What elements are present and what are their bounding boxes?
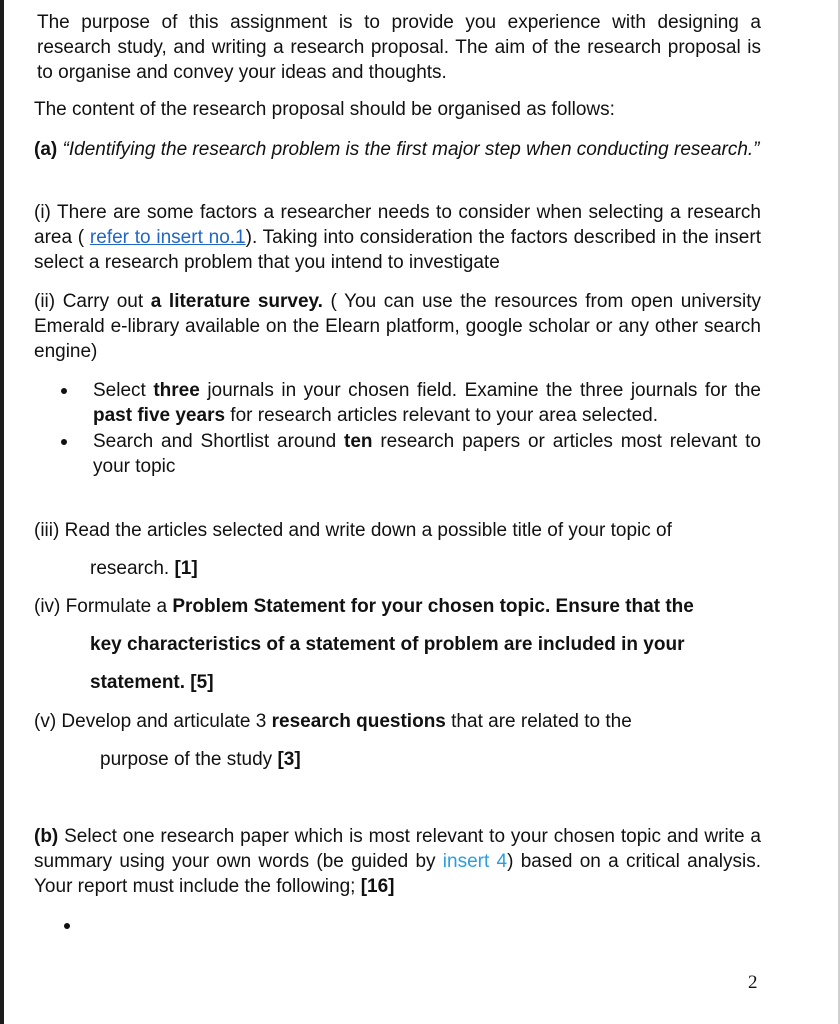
section-a-quote: “Identifying the research problem is the first major step when conducting research.” xyxy=(62,139,760,160)
intro-paragraph: The purpose of this assignment is to provide you experience with designing a research study, and writing a research proposal. The aim of the research proposal is to organise and convey your ideas and thoughts. xyxy=(37,12,761,83)
item-iv-line2: key characteristics of a statement of problem are included in your xyxy=(90,634,685,655)
item-iv-line1: (iv) Formulate a Problem Statement for your chosen topic. Ensure that the xyxy=(34,596,694,617)
item-iv-line3: statement. [5] xyxy=(90,672,214,693)
bullet-icon xyxy=(61,388,67,394)
bullet-item-journals: Select three journals in your chosen field. Examine the three journals for the past five years for research articles relevant to your area selected. xyxy=(93,380,761,426)
insert-4-link[interactable]: insert 4 xyxy=(442,851,508,872)
content-intro: The content of the research proposal should be organised as follows: xyxy=(34,99,615,120)
item-iii-line2: research. [1] xyxy=(90,558,198,579)
section-b: (b) Select one research paper which is most relevant to your chosen topic and write a summary using your own words (be guided by insert 4) based on a critical analysis. Your report must include the following; [16] xyxy=(34,826,761,897)
item-iii-line1: (iii) Read the articles selected and write down a possible title of your topic of xyxy=(34,520,672,541)
bullet-item-shortlist: Search and Shortlist around ten research papers or articles most relevant to your topic xyxy=(93,431,761,477)
insert-1-link[interactable]: refer to insert no.1 xyxy=(89,227,246,248)
section-b-label: (b) xyxy=(34,826,59,847)
section-a xyxy=(34,137,761,162)
section-a-label: (a) xyxy=(34,139,58,160)
bullet-icon xyxy=(64,923,70,929)
item-v-line1: (v) Develop and articulate 3 research questions that are related to the xyxy=(34,711,632,732)
left-page-border xyxy=(0,0,4,1024)
bullet-icon xyxy=(61,439,67,445)
item-i: (i) There are some factors a researcher needs to consider when selecting a research area ( refer to insert no.1). Taking into consideration the factors described in the insert select a research problem that you intend to investigate xyxy=(34,202,761,273)
item-v-line2: purpose of the study [3] xyxy=(100,749,301,770)
item-ii: (ii) Carry out a literature survey. ( You can use the resources from open university Emerald e-library available on the Elearn platform, google scholar or any other search engine) xyxy=(34,291,761,362)
page-number: 2 xyxy=(748,972,758,993)
